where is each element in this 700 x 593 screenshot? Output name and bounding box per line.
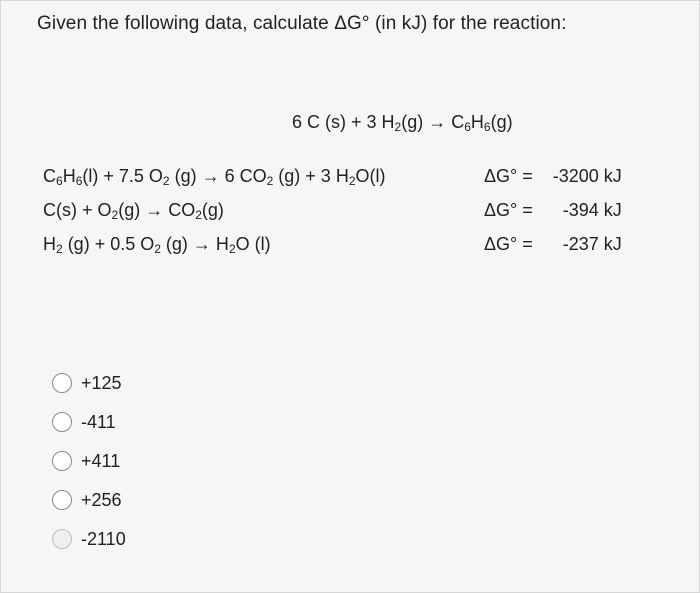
delta-g-value: -3200 kJ [552, 166, 622, 186]
option-label: -2110 [81, 528, 126, 549]
reaction-1: $C_6H_6(l) + 7.5$ $O_2$ (g) → 6 $CO_2$ (g) + 3 $H_2O(l)$ [43, 166, 386, 188]
delta-g-label: ΔG° = [484, 166, 533, 186]
reaction-2: $C(s) + O_2(g) \to CO_2(g)$ [43, 200, 224, 222]
option-1[interactable] [52, 370, 126, 396]
reaction-3: $H_2$ (g) + 0.5 $O_2$ $(g) \to H_2O$ (l) [43, 234, 271, 256]
radio-button-icon[interactable] [52, 451, 72, 471]
option-label: +125 [81, 372, 122, 393]
option-5[interactable] [52, 526, 126, 552]
option-label: -411 [81, 411, 116, 432]
answer-options [52, 370, 126, 565]
delta-g-1 [484, 166, 622, 187]
target-reaction: 6 C (s) + 3 $H_2(g) \to C_6H_6(g)$ [292, 112, 513, 134]
radio-button-icon[interactable] [52, 490, 72, 510]
delta-g-label: ΔG° = [484, 234, 533, 254]
delta-g-3 [484, 234, 622, 255]
option-label: +256 [81, 489, 122, 510]
radio-button-icon[interactable] [52, 529, 72, 549]
option-label: +411 [81, 450, 121, 471]
delta-g-value: -237 kJ [562, 234, 622, 254]
radio-button-icon[interactable] [52, 373, 72, 393]
option-2[interactable] [52, 409, 126, 435]
radio-button-icon[interactable] [52, 412, 72, 432]
question-text: Given the following data, calculate ΔG° (in kJ) for the reaction: [37, 13, 567, 34]
delta-g-value: -394 kJ [562, 200, 622, 220]
delta-g-label: ΔG° = [484, 200, 533, 220]
option-3[interactable] [52, 448, 126, 474]
delta-g-2 [484, 200, 622, 221]
option-4[interactable] [52, 487, 126, 513]
